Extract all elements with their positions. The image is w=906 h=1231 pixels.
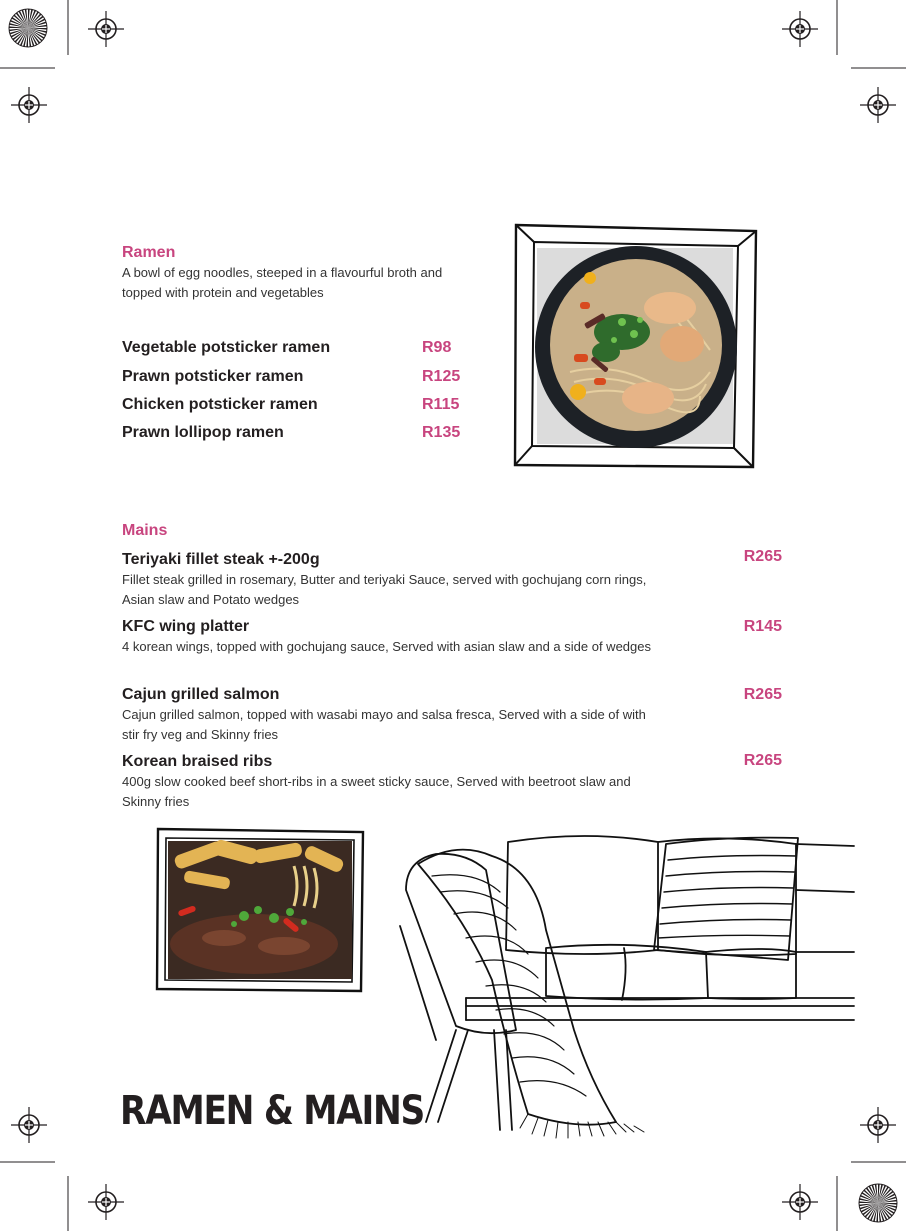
item-description: Cajun grilled salmon, topped with wasabi mayo and salsa fresca, Served with a side of with stir fry veg and Skinny fries xyxy=(122,707,646,742)
item-name: Chicken potsticker ramen xyxy=(122,396,318,413)
item-name: Prawn potsticker ramen xyxy=(122,368,304,385)
crosshair-icon xyxy=(782,1184,818,1220)
page-title: RAMEN & MAINS xyxy=(120,1088,425,1134)
item-price: R135 xyxy=(422,424,461,441)
item-price: R265 xyxy=(743,548,782,565)
item-name: Vegetable potsticker ramen xyxy=(122,339,331,356)
item-name: Teriyaki fillet steak +-200g xyxy=(122,551,320,568)
menu-item xyxy=(122,424,482,452)
item-price: R145 xyxy=(743,618,782,635)
ramen-intro-line: A bowl of egg noodles, steeped in a flavourful broth and xyxy=(122,265,443,280)
ramen-photo xyxy=(510,222,762,472)
steak-photo xyxy=(154,826,368,996)
ramen-intro xyxy=(122,263,482,303)
crosshair-icon xyxy=(860,1107,896,1143)
crosshair-icon xyxy=(782,11,818,47)
crosshair-icon xyxy=(88,11,124,47)
item-price: R125 xyxy=(422,368,461,385)
crosshair-icon xyxy=(860,87,896,123)
item-price: R98 xyxy=(422,339,452,356)
item-price: R265 xyxy=(743,752,782,769)
item-price: R265 xyxy=(743,686,782,703)
crosshair-icon xyxy=(11,87,47,123)
menu-item xyxy=(122,396,482,424)
item-description: 400g slow cooked beef short-ribs in a sweet sticky sauce, Served with beetroot slaw and Skinny fries xyxy=(122,774,631,809)
item-name: Korean braised ribs xyxy=(122,753,273,770)
menu-item xyxy=(122,685,782,745)
starburst-icon xyxy=(858,1183,898,1223)
item-name: Prawn lollipop ramen xyxy=(122,424,284,441)
item-description: Fillet steak grilled in rosemary, Butter and teriyaki Sauce, served with gochujang corn rings, Asian slaw and Potato wedges xyxy=(122,572,647,607)
menu-item xyxy=(122,617,782,657)
sofa-illustration xyxy=(396,830,856,1142)
menu-item xyxy=(122,339,482,367)
item-name: Cajun grilled salmon xyxy=(122,686,280,703)
item-description: 4 korean wings, topped with gochujang sauce, Served with asian slaw and a side of wedges xyxy=(122,639,651,654)
item-price: R115 xyxy=(422,396,460,413)
menu-item xyxy=(122,368,482,396)
crosshair-icon xyxy=(88,1184,124,1220)
mains-heading: Mains xyxy=(122,522,168,539)
item-name: KFC wing platter xyxy=(122,618,250,635)
menu-item xyxy=(122,550,782,610)
ramen-heading: Ramen xyxy=(122,244,176,261)
menu-item xyxy=(122,752,782,812)
crosshair-icon xyxy=(11,1107,47,1143)
starburst-icon xyxy=(8,8,48,48)
ramen-intro-line: topped with protein and vegetables xyxy=(122,285,324,300)
